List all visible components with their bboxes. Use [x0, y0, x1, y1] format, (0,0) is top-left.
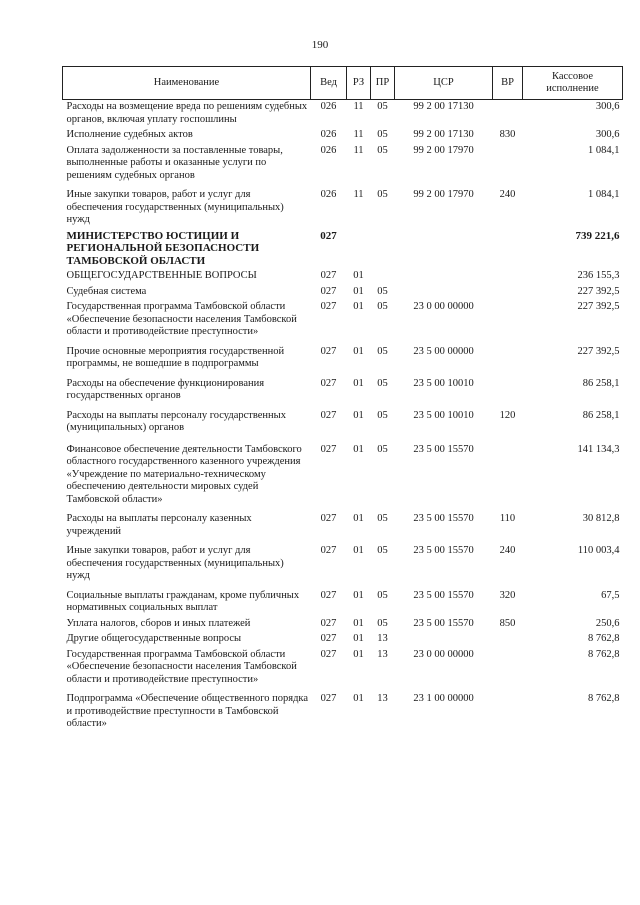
cell-ved: 027 [320, 301, 337, 312]
cell-name: Расходы на возмещение вреда по решениям судебных органов, включая уплату госпошлины [66, 101, 308, 125]
cell-csr: 99 2 00 17130 [413, 101, 474, 112]
cell-pr [371, 229, 395, 270]
cell-pr: 05 [377, 443, 388, 455]
cell-name: Другие общегосударственные вопросы [66, 633, 242, 644]
cell-ved: 027 [320, 589, 337, 601]
cell-name: ОБЩЕГОСУДАРСТВЕННЫЕ ВОПРОСЫ [66, 270, 257, 281]
cell-sum: 1 084,1 [588, 144, 620, 156]
cell-pr: 05 [377, 513, 388, 524]
cell-vr [493, 443, 523, 513]
cell-rz: 01 [353, 443, 364, 455]
table-row [63, 377, 623, 409]
header-csr: ЦСР [395, 67, 493, 100]
cell-pr: 05 [377, 345, 388, 357]
cell-ved: 027 [320, 545, 337, 556]
cell-csr: 23 0 00 00000 [413, 301, 474, 312]
cell-csr: 99 2 00 17970 [413, 144, 474, 156]
cell-rz: 11 [353, 189, 364, 200]
cell-csr: 23 5 00 15570 [413, 545, 474, 556]
cell-sum: 227 392,5 [577, 345, 620, 357]
cell-sum: 8 762,8 [588, 693, 620, 704]
table-row [63, 229, 623, 270]
table-header-row [63, 67, 623, 100]
cell-csr [395, 269, 493, 285]
cell-name: Прочие основные мероприятия государственной программы, не вошедшие в подпрограммы [66, 345, 285, 369]
cell-ved: 027 [320, 693, 337, 704]
cell-vr [493, 300, 523, 345]
cell-ved: 027 [320, 513, 337, 524]
table-row [63, 300, 623, 345]
cell-name: Подпрограмма «Обеспечение общественного порядка и противодействие преступности в Тамбовской области» [66, 693, 309, 729]
cell-sum: 236 155,3 [577, 270, 620, 281]
cell-pr: 05 [377, 189, 388, 200]
header-name: Наименование [63, 67, 311, 100]
cell-name: Иные закупки товаров, работ и услуг для обеспечения государственных (муниципальных) нужд [66, 189, 284, 225]
cell-pr: 05 [377, 377, 388, 389]
cell-rz: 11 [353, 144, 364, 156]
cell-name: Государственная программа Тамбовской области «Обеспечение безопасности населения Тамбовской области и противодействие преступности» [66, 301, 297, 337]
cell-vr [493, 692, 523, 733]
table-row [63, 269, 623, 285]
cell-csr: 23 5 00 15570 [413, 443, 474, 455]
cell-pr: 13 [377, 648, 388, 660]
cell-vr: 240 [499, 189, 516, 200]
table-row [63, 512, 623, 544]
cell-rz: 01 [353, 513, 364, 524]
cell-sum: 250,6 [595, 617, 620, 629]
cell-csr [395, 285, 493, 301]
cell-csr: 99 2 00 17970 [413, 189, 474, 200]
header-sum: Кассовое исполнение [523, 67, 623, 100]
cell-ved: 027 [320, 285, 337, 297]
cell-ved: 027 [320, 377, 337, 389]
cell-name: Социальные выплаты гражданам, кроме публичных нормативных социальных выплат [66, 589, 300, 613]
cell-pr: 05 [377, 285, 388, 297]
cell-sum: 8 762,8 [588, 648, 620, 660]
table-row [63, 285, 623, 301]
cell-sum: 300,6 [595, 101, 620, 112]
cell-sum: 1 084,1 [588, 189, 620, 200]
cell-csr: 23 5 00 10010 [413, 409, 474, 421]
cell-vr: 850 [499, 617, 516, 629]
cell-name: Уплата налогов, сборов и иных платежей [66, 617, 251, 629]
cell-ved: 027 [320, 633, 337, 644]
cell-name: МИНИСТЕРСТВО ЮСТИЦИИ И РЕГИОНАЛЬНОЙ БЕЗОПАСНОСТИ ТАМБОВСКОЙ ОБЛАСТИ [66, 229, 260, 267]
table-row [63, 345, 623, 377]
cell-ved: 027 [320, 270, 337, 281]
cell-name: Оплата задолженности за поставленные товары, выполненные работы и оказанные услуги по решениям судебных органов [66, 144, 283, 181]
table-row [63, 544, 623, 589]
cell-ved: 026 [320, 101, 337, 112]
cell-vr [493, 377, 523, 409]
cell-csr: 23 5 00 15570 [413, 513, 474, 524]
header-pr: ПР [371, 67, 395, 100]
cell-rz [347, 229, 371, 270]
cell-vr: 110 [499, 513, 516, 524]
cell-name: Исполнение судебных актов [66, 129, 193, 140]
cell-vr [493, 632, 523, 648]
cell-csr: 23 5 00 10010 [413, 377, 474, 389]
cell-csr [395, 229, 493, 270]
table-row [63, 100, 623, 129]
table-row [63, 692, 623, 733]
cell-rz: 11 [353, 129, 364, 140]
table-row [63, 409, 623, 443]
cell-rz: 01 [353, 617, 364, 629]
cell-vr [493, 345, 523, 377]
cell-rz: 01 [353, 693, 364, 704]
table-row [63, 128, 623, 144]
cell-rz: 01 [353, 545, 364, 556]
table-row [63, 443, 623, 513]
table-row [63, 617, 623, 633]
cell-name: Расходы на выплаты персоналу государственных (муниципальных) органов [66, 409, 286, 433]
cell-sum: 110 003,4 [577, 545, 620, 556]
cell-sum: 67,5 [601, 589, 620, 601]
cell-sum: 227 392,5 [577, 301, 620, 312]
page-number: 190 [311, 39, 329, 51]
cell-pr: 05 [377, 409, 388, 421]
cell-rz: 01 [353, 633, 364, 644]
cell-name: Расходы на выплаты персоналу казенных учреждений [66, 513, 252, 537]
cell-pr: 05 [377, 617, 388, 629]
cell-pr: 05 [377, 589, 388, 601]
cell-pr: 05 [377, 129, 388, 140]
cell-rz: 01 [353, 409, 364, 421]
cell-sum: 300,6 [595, 129, 620, 140]
table-body [63, 100, 623, 733]
cell-csr: 23 0 00 00000 [413, 648, 474, 660]
cell-pr: 13 [377, 633, 388, 644]
cell-name: Судебная система [66, 285, 147, 297]
header-vr: ВР [493, 67, 523, 100]
cell-ved: 027 [320, 345, 337, 357]
cell-csr: 99 2 00 17130 [413, 129, 474, 140]
cell-ved: 026 [320, 129, 337, 140]
cell-pr [371, 269, 395, 285]
cell-vr [493, 229, 523, 270]
cell-vr [493, 144, 523, 189]
header-ved: Вед [311, 67, 347, 100]
table-row [63, 188, 623, 229]
cell-rz: 01 [353, 345, 364, 357]
cell-rz: 11 [353, 101, 364, 112]
cell-vr: 320 [499, 589, 516, 601]
cell-vr: 240 [499, 545, 516, 556]
cell-pr: 13 [377, 693, 388, 704]
cell-rz: 01 [353, 301, 364, 312]
cell-name: Государственная программа Тамбовской области «Обеспечение безопасности населения Тамбовской области и противодействие преступности» [66, 648, 297, 685]
cell-rz: 01 [353, 285, 364, 297]
budget-table [62, 66, 623, 733]
cell-csr: 23 5 00 15570 [413, 617, 474, 629]
cell-rz: 01 [353, 648, 364, 660]
cell-ved: 026 [320, 189, 337, 200]
cell-csr: 23 1 00 00000 [413, 693, 474, 704]
cell-sum: 86 258,1 [582, 409, 620, 421]
cell-vr: 830 [499, 129, 516, 140]
header-rz: РЗ [347, 67, 371, 100]
cell-vr [493, 648, 523, 693]
cell-ved: 027 [320, 443, 337, 455]
cell-csr [395, 632, 493, 648]
cell-sum: 8 762,8 [588, 633, 620, 644]
cell-sum: 227 392,5 [577, 285, 620, 297]
cell-vr [493, 269, 523, 285]
cell-sum: 30 812,8 [582, 513, 620, 524]
cell-ved: 027 [320, 648, 337, 660]
cell-ved: 027 [320, 409, 337, 421]
cell-pr: 05 [377, 101, 388, 112]
cell-name: Расходы на обеспечение функционирования государственных органов [66, 377, 265, 401]
cell-sum: 739 221,6 [575, 229, 620, 242]
cell-pr: 05 [377, 144, 388, 156]
cell-rz: 01 [353, 377, 364, 389]
cell-vr [493, 285, 523, 301]
cell-vr: 120 [499, 409, 516, 421]
cell-csr: 23 5 00 15570 [413, 589, 474, 601]
cell-vr [493, 100, 523, 129]
cell-pr: 05 [377, 545, 388, 556]
cell-rz: 01 [353, 270, 364, 281]
cell-pr: 05 [377, 301, 388, 312]
cell-csr: 23 5 00 00000 [413, 345, 474, 357]
table-row [63, 144, 623, 189]
cell-ved: 026 [320, 144, 337, 156]
cell-sum: 141 134,3 [577, 443, 620, 455]
table-row [63, 632, 623, 648]
cell-sum: 86 258,1 [582, 377, 620, 389]
cell-rz: 01 [353, 589, 364, 601]
cell-name: Иные закупки товаров, работ и услуг для обеспечения государственных (муниципальных) нужд [66, 545, 284, 581]
table-row [63, 589, 623, 617]
table-row [63, 648, 623, 693]
cell-name: Финансовое обеспечение деятельности Тамбовского областного государственного казенного учреждения «Учреждение по материально-техническому обеспечению деятельности мировых судей Тамбовской области» [66, 443, 302, 505]
cell-ved: 027 [320, 229, 337, 242]
cell-ved: 027 [320, 617, 337, 629]
